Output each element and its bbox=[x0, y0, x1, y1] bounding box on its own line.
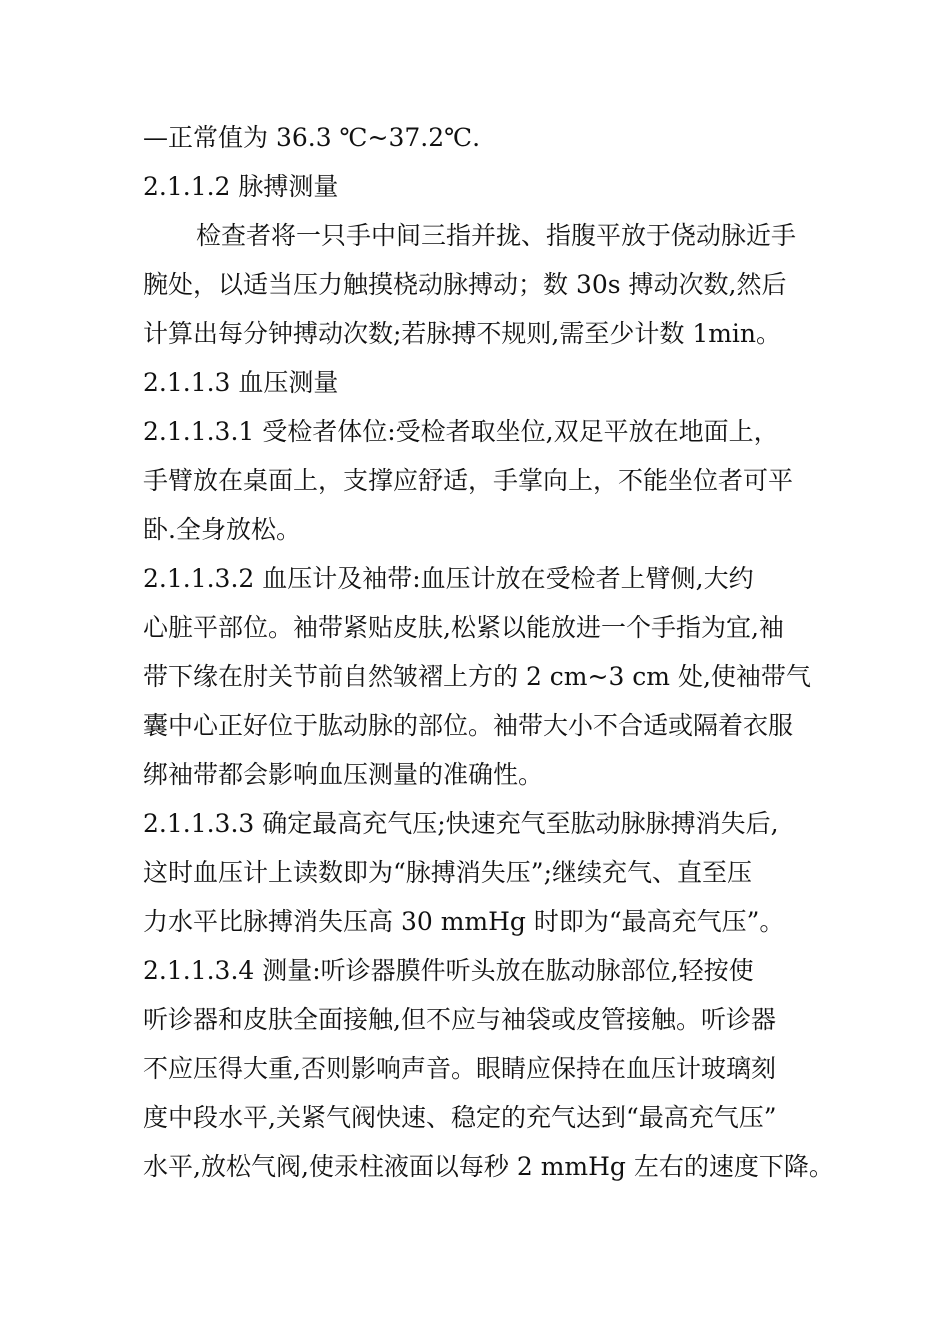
section-heading: 2.1.1.2 脉搏测量 bbox=[143, 172, 339, 201]
text-line: 不应压得大重,否则影响声音。眼睛应保持在血压计玻璃刻 bbox=[143, 1054, 776, 1083]
text-line: 心脏平部位。袖带紧贴皮肤,松紧以能放进一个手指为宜,袖 bbox=[143, 613, 784, 642]
text-line: 这时血压计上读数即为“脉搏消失压”;继续充气、直至压 bbox=[143, 858, 752, 887]
text-line: 听诊器和皮肤全面接触,但不应与袖袋或皮管接触。听诊器 bbox=[143, 1005, 776, 1034]
text-line: 绑袖带都会影响血压测量的准确性。 bbox=[143, 760, 544, 789]
text-line: 腕处，以适当压力触摸桡动脉搏动；数 30s 搏动次数,然后 bbox=[143, 270, 787, 299]
text-line: 2.1.1.3.3 确定最高充气压;快速充气至肱动脉脉搏消失后, bbox=[143, 809, 779, 838]
text-line: 卧.全身放松。 bbox=[143, 515, 301, 544]
text-line: 2.1.1.3.1 受检者体位:受检者取坐位,双足平放在地面上， bbox=[143, 417, 779, 446]
text-line: 手臂放在桌面上，支撑应舒适，手掌向上，不能坐位者可平 bbox=[143, 466, 794, 495]
text-line: 力水平比脉搏消失压高 30 mmHg 时即为“最高充气压”。 bbox=[143, 907, 785, 936]
document-body bbox=[143, 113, 834, 1191]
text-line: 2.1.1.3.2 血压计及袖带:血压计放在受检者上臂侧,大约 bbox=[143, 564, 754, 593]
text-line: 水平,放松气阀,使汞柱液面以每秒 2 mmHg 左右的速度下降。 bbox=[143, 1152, 834, 1181]
text-line: 度中段水平,关紧气阀快速、稳定的充气达到“最高充气压” bbox=[143, 1103, 777, 1132]
text-line: 带下缘在肘关节前自然皱褶上方的 2 cm~3 cm 处,使袖带气 bbox=[143, 662, 811, 691]
text-line: 计算出每分钟搏动次数;若脉搏不规则,需至少计数 1min。 bbox=[143, 319, 782, 348]
text-line: —正常值为 36.3 ℃~37.2℃. bbox=[143, 123, 481, 152]
section-heading: 2.1.1.3 血压测量 bbox=[143, 368, 339, 397]
text-line: 2.1.1.3.4 测量:听诊器膜件听头放在肱动脉部位,轻按使 bbox=[143, 956, 754, 985]
text-line: 囊中心正好位于肱动脉的部位。袖带大小不合适或隔着衣服 bbox=[143, 711, 794, 740]
text-line: 检查者将一只手中间三指并拢、指腹平放于侥动脉近手 bbox=[196, 221, 797, 250]
